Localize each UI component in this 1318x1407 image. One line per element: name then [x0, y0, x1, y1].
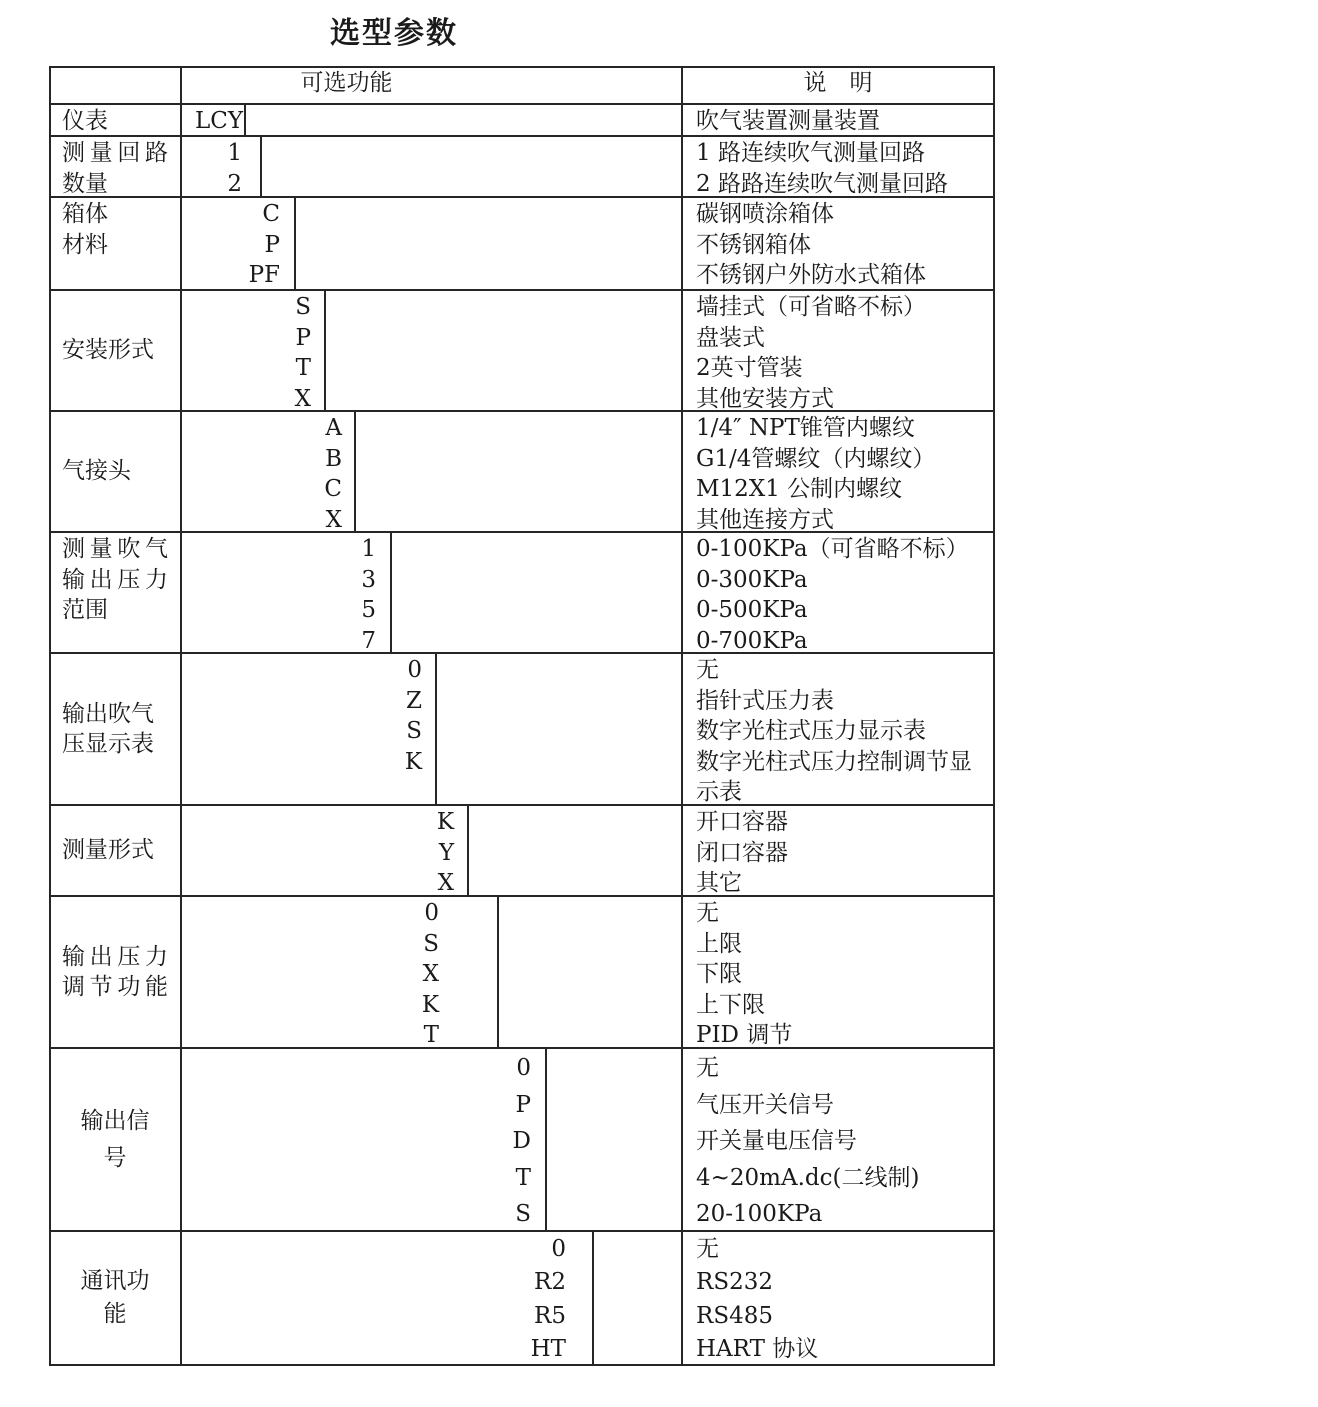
code-cell: [182, 897, 499, 1047]
table-row-air-connector: [51, 410, 993, 531]
code-cell: [182, 137, 262, 196]
code-cell: [182, 806, 469, 895]
row-label: 调节功能: [62, 974, 168, 1000]
option-code: T: [295, 355, 311, 381]
option-code: A: [325, 415, 342, 441]
table-row-output-pressure-range: [51, 531, 993, 652]
row-label: 数量: [62, 170, 108, 197]
code-spacer: [437, 654, 681, 804]
code-spacer: [296, 198, 681, 289]
option-code: X: [325, 506, 342, 533]
option-description: 下限: [696, 961, 742, 987]
option-description: 上限: [696, 930, 742, 957]
option-description: 其它: [696, 870, 742, 896]
option-description: 其他安装方式: [696, 385, 834, 412]
row-label: 输出压力: [62, 566, 168, 593]
option-code: R2: [534, 1269, 566, 1296]
option-description: RS485: [696, 1302, 773, 1329]
row-label-cell: [51, 412, 182, 531]
description-cell: [681, 533, 993, 652]
description-cell: [681, 412, 993, 531]
option-code: X: [422, 961, 439, 987]
row-label: 号: [103, 1144, 127, 1171]
option-code: S: [515, 1201, 531, 1227]
option-code: 0: [407, 657, 422, 683]
description-cell: [681, 654, 993, 804]
row-label: 能: [103, 1301, 127, 1327]
code-cell: [182, 291, 326, 410]
option-code: S: [406, 718, 422, 744]
description-cell: [681, 897, 993, 1047]
table-header-row: [51, 68, 993, 103]
option-description: 0-700KPa: [696, 627, 808, 654]
option-code: 5: [361, 597, 376, 623]
option-description: 无: [696, 657, 719, 683]
column-header-optional-functions: 可选功能: [300, 70, 393, 96]
option-code: K: [421, 991, 439, 1018]
code-cell: [182, 533, 392, 652]
option-description: 数字光柱式压力控制调节显示表: [696, 748, 972, 805]
description-cell: [681, 198, 993, 289]
row-label: 输出吹气: [62, 700, 154, 727]
code-spacer: [547, 1049, 681, 1230]
option-description: 1/4″ NPT锥管内螺纹: [696, 415, 915, 441]
code-cell: [182, 412, 356, 531]
option-description: 墙挂式（可省略不标）: [696, 294, 926, 320]
option-description: PID 调节: [696, 1022, 793, 1048]
option-description: 0-500KPa: [696, 597, 808, 623]
option-description: G1/4管螺纹（内螺纹）: [696, 445, 936, 472]
code-spacer: [469, 806, 681, 895]
table-row-box-material: [51, 196, 993, 289]
option-code: Y: [438, 839, 454, 866]
option-code: X: [437, 870, 454, 896]
row-label: 测量形式: [62, 837, 154, 864]
table-row-loop-count: [51, 135, 993, 196]
option-description: 数字光柱式压力显示表: [696, 718, 926, 744]
option-code: 0: [516, 1055, 531, 1081]
code-cell: [182, 654, 437, 804]
row-label: 范围: [62, 597, 108, 623]
row-label-cell: [51, 1232, 182, 1364]
row-label-cell: [51, 198, 182, 289]
option-code: T: [423, 1022, 439, 1048]
table-row-mounting-type: [51, 289, 993, 410]
table-row-pressure-display: [51, 652, 993, 804]
option-code: 0: [551, 1236, 566, 1262]
row-label-cell: [51, 654, 182, 804]
option-code: 1: [227, 140, 242, 166]
row-label-cell: [51, 291, 182, 410]
option-description: HART 协议: [696, 1336, 819, 1363]
row-label: 输出信: [80, 1108, 150, 1134]
option-code: 0: [424, 900, 439, 926]
description-cell: [681, 1232, 993, 1364]
option-description: 无: [696, 1236, 719, 1262]
option-description: 2英寸管装: [696, 355, 803, 381]
code-spacer: [499, 897, 681, 1047]
option-description: 开关量电压信号: [696, 1128, 857, 1154]
option-code: 1: [361, 536, 376, 562]
option-code: 7: [361, 627, 376, 654]
option-description: 2 路路连续吹气测量回路: [696, 170, 948, 197]
row-label-cell: [51, 897, 182, 1047]
option-code: D: [512, 1128, 531, 1154]
code-spacer: [594, 1232, 681, 1364]
option-description: 开口容器: [696, 809, 788, 835]
row-label-cell: [51, 806, 182, 895]
option-description: 吹气装置测量装置: [696, 108, 880, 134]
option-code: C: [262, 201, 280, 227]
row-label: 测量吹气: [62, 536, 168, 562]
option-description: 不锈钢箱体: [696, 231, 811, 258]
option-code: P: [295, 324, 311, 351]
option-description: 指针式压力表: [696, 687, 834, 714]
option-description: 20-100KPa: [696, 1201, 823, 1227]
option-code: LCY: [195, 108, 244, 134]
description-cell: [681, 105, 993, 135]
option-code: X: [294, 385, 311, 412]
code-spacer: [262, 137, 681, 196]
row-label: 仪表: [62, 108, 108, 134]
code-spacer: [326, 291, 681, 410]
option-description: 无: [696, 900, 719, 926]
option-code: 2: [227, 170, 242, 197]
row-label-cell: [51, 533, 182, 652]
option-description: 盘装式: [696, 324, 765, 351]
option-description: 无: [696, 1055, 719, 1081]
row-label: 通讯功: [80, 1267, 150, 1294]
option-description: 闭口容器: [696, 839, 788, 866]
option-code: R5: [534, 1302, 566, 1329]
option-code: S: [295, 294, 311, 320]
table-row-communication: [51, 1230, 993, 1364]
row-label-cell: [51, 105, 182, 135]
column-header-description: 说 明: [681, 68, 993, 103]
code-cell: [182, 1049, 547, 1230]
code-cell: [182, 1232, 594, 1364]
header-label-cell: [51, 68, 182, 103]
table-row-measurement-type: [51, 804, 993, 895]
option-code: P: [515, 1091, 531, 1118]
option-description: 碳钢喷涂箱体: [696, 201, 834, 227]
option-code: PF: [248, 262, 280, 288]
option-code: C: [324, 476, 342, 502]
selection-parameter-table: [49, 66, 995, 1366]
option-description: 4~20mA.dc(二线制): [696, 1164, 920, 1191]
description-cell: [681, 291, 993, 410]
option-description: M12X1 公制内螺纹: [696, 476, 903, 502]
page-title: 选型参数: [330, 16, 458, 51]
option-code: HT: [530, 1336, 566, 1363]
option-description: 1 路连续吹气测量回路: [696, 140, 925, 166]
code-spacer: [356, 412, 681, 531]
code-spacer: [392, 533, 681, 652]
option-description: 不锈钢户外防水式箱体: [696, 262, 926, 288]
option-code: T: [515, 1164, 531, 1191]
row-label: 输出压力: [62, 943, 168, 970]
table-row-instrument: [51, 103, 993, 135]
row-label-cell: [51, 137, 182, 196]
option-code: B: [325, 445, 342, 472]
row-label: 测量回路: [62, 140, 168, 166]
option-code: Z: [406, 687, 422, 714]
option-description: 0-300KPa: [696, 566, 808, 593]
description-cell: [681, 137, 993, 196]
code-cell: [182, 198, 296, 289]
code-spacer: [246, 105, 681, 135]
code-cell: [182, 105, 246, 135]
row-label: 箱体: [62, 201, 108, 227]
row-label: 气接头: [62, 458, 131, 485]
option-description: 气压开关信号: [696, 1091, 834, 1118]
table-row-output-signal: [51, 1047, 993, 1230]
option-description: 0-100KPa（可省略不标）: [696, 536, 969, 562]
option-code: S: [423, 930, 439, 957]
option-description: 上下限: [696, 991, 765, 1018]
row-label-cell: [51, 1049, 182, 1230]
option-description: RS232: [696, 1269, 773, 1296]
option-code: 3: [361, 566, 376, 593]
option-code: K: [404, 748, 422, 775]
row-label: 安装形式: [62, 337, 154, 364]
table-row-pressure-regulation: [51, 895, 993, 1047]
description-cell: [681, 806, 993, 895]
description-cell: [681, 1049, 993, 1230]
option-code: K: [436, 809, 454, 835]
option-description: 其他连接方式: [696, 506, 834, 533]
row-label: 材料: [62, 231, 108, 258]
row-label: 压显示表: [62, 731, 154, 757]
option-code: P: [264, 231, 280, 258]
